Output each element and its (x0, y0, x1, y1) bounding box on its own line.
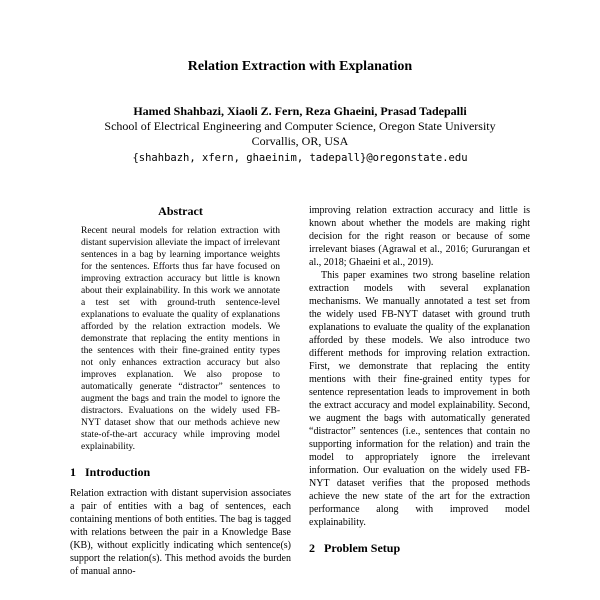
section-number: 1 (70, 465, 76, 479)
location-line: Corvallis, OR, USA (251, 134, 349, 148)
email-line: {shahbazh, xfern, ghaeinim, tadepall}@oregonstate.edu (132, 152, 468, 164)
section-title: Problem Setup (324, 541, 401, 555)
author-line: Hamed Shahbazi, Xiaoli Z. Fern, Reza Ghaeini, Prasad Tadepalli (133, 104, 467, 118)
section-title: Introduction (85, 465, 151, 479)
two-column-body (70, 204, 530, 578)
abstract-heading: Abstract (158, 204, 203, 218)
left-column (70, 204, 291, 578)
right-column (309, 204, 530, 578)
introduction-paragraph: Relation extraction with distant supervision associates a pair of entities with a bag of sentences, each containing mentions of both entities. The bag is tagged with relations between the pair in a Knowledge Base (KB), without explicitly indicating which sentence(s) support the relation(s). This method avoids the burden of manual anno- (70, 488, 291, 577)
section-heading-introduction (70, 465, 291, 480)
affiliation-line: School of Electrical Engineering and Computer Science, Oregon State University (104, 119, 496, 133)
right-column-paragraph-1: improving relation extraction accuracy and little is known about whether the models are making right decision for the right reason or because of some irrelevant biases (Agrawal et al., 2016; Gururangan et al., 2018; Ghaeini et al., 2019). (309, 205, 530, 268)
paper-title: Relation Extraction with Explanation (187, 59, 413, 74)
section-number: 2 (309, 541, 315, 555)
section-heading-problem-setup (309, 541, 530, 556)
right-column-paragraph-2: This paper examines two strong baseline relation extraction models with several explanation mechanisms. We manually annotated a test set from the widely used FB-NYT dataset with ground truth explanations to evaluate the quality of the explanation afforded by these models. We also introduce two different methods for improving relation extraction. First, we demonstrate that replacing the entity mentions with their fine-grained entity types for sentence representation leads to improvement in both the extract accuracy and model explainability. Second, we augment the bags with automatically generated “distractor” sentences (i.e., sentences that contain no supporting information for the relation) and train the model to appropriately ignore the irrelevant information. Our evaluation on the widely used FB-NYT dataset verifies that the proposed methods achieve the new state of the art for the extraction performance along with improved model explainability. (309, 270, 530, 528)
abstract-text: Recent neural models for relation extraction with distant supervision alleviate the impact of irrelevant sentences in a bag by learning importance weights for the sentences. Efforts thus far have focused on improving extraction accuracy but little is known about their explainability. In this work we annotate a test set with ground-truth sentence-level explanations to evaluate the quality of explanations afforded by the relation extraction models. We demonstrate that replacing the entity mentions in the sentences with their fine-grained entity types not only enhances extraction accuracy but also improves explanation. We also propose to automatically generate “distractor” sentences to augment the bags and train the model to ignore the distractors. Evaluations on the widely used FB-NYT dataset show that our methods achieve new state-of-the-art accuracy while improving model explainability. (81, 226, 280, 452)
